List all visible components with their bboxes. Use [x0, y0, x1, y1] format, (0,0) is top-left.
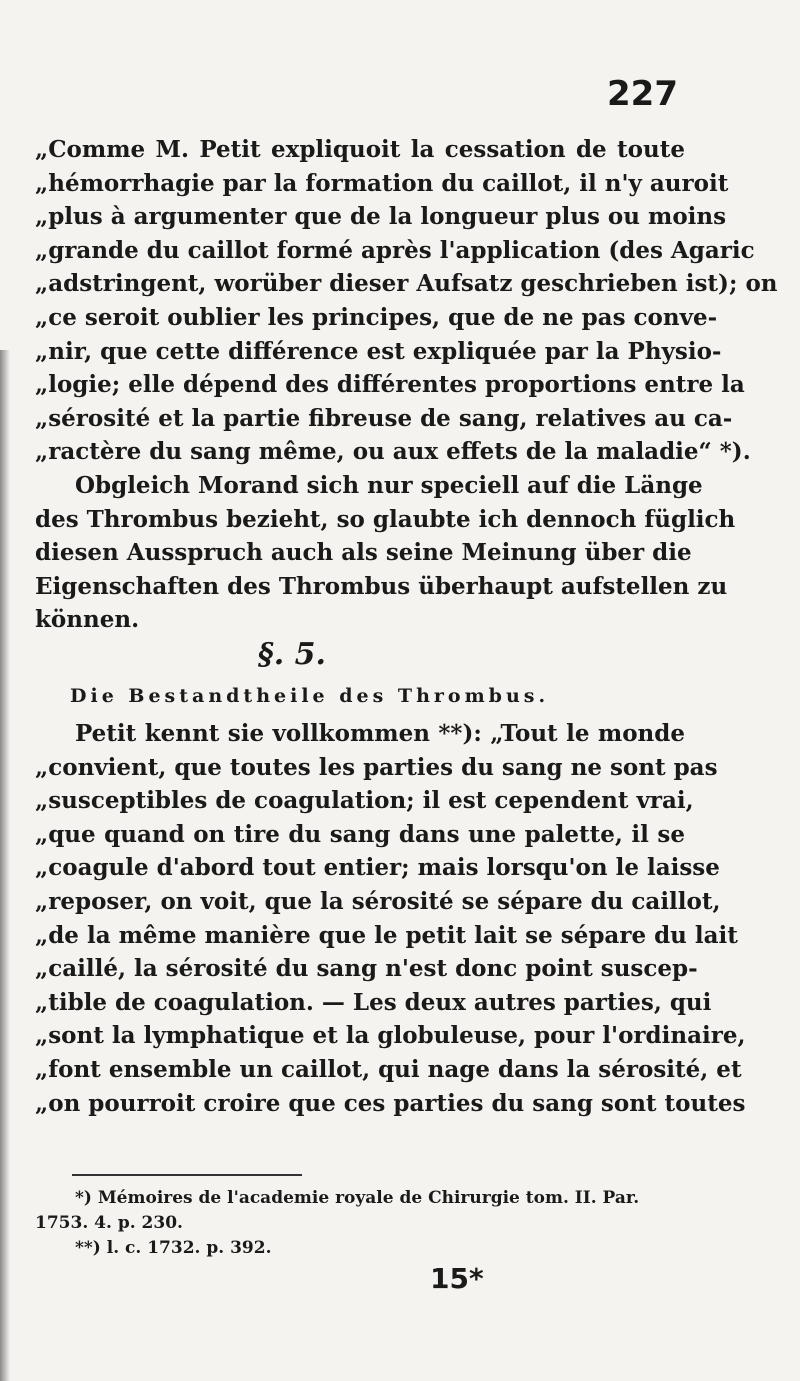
printer-signature: 15* — [430, 1262, 484, 1295]
footnote: *) Mémoires de l'academie royale de Chirurgie tom. II. Par. — [75, 1188, 640, 1208]
section-number: §. 5. — [258, 637, 326, 672]
section-heading: Die Bestandtheile des Thrombus. — [70, 685, 550, 707]
text-line: „reposer, on voit, que la sérosité se sépare du caillot, — [35, 887, 721, 915]
page-number: 227 — [607, 74, 678, 114]
text-line: „hémorrhagie par la formation du caillot, il n'y auroit — [35, 169, 729, 197]
text-line: „adstringent, worüber dieser Aufsatz geschrieben ist); on — [35, 270, 778, 298]
text-line: „on pourroit croire que ces parties du sang sont toutes — [35, 1089, 746, 1117]
footnote: **) l. c. 1732. p. 392. — [75, 1238, 272, 1258]
text-line: „grande du caillot formé après l'application (des Agaric — [35, 236, 755, 264]
page-edge-shadow — [0, 350, 10, 1381]
text-line: „font ensemble un caillot, qui nage dans la sérosité, et — [35, 1055, 742, 1083]
text-line: „ce seroit oublier les principes, que de ne pas conve- — [35, 303, 718, 331]
text-line: „Comme M. Petit expliquoit la cessation de toute — [35, 136, 685, 163]
text-line: „logie; elle dépend des différentes proportions entre la — [35, 371, 745, 399]
footnotes — [35, 1186, 685, 1261]
text-line: Petit kennt sie vollkommen **): „Tout le monde — [75, 720, 685, 747]
text-line: „nir, que cette différence est expliquée par la Physio- — [35, 337, 722, 365]
text-line: „susceptibles de coagulation; il est cependent vrai, — [35, 787, 694, 815]
text-line: „ractère du sang même, ou aux effets de la maladie“ *). — [35, 438, 751, 466]
text-line: „que quand on tire du sang dans une palette, il se — [35, 820, 685, 848]
text-line: „convient, que toutes les parties du sang ne sont pas — [35, 753, 718, 781]
text-line: „tible de coagulation. — Les deux autres parties, qui — [35, 988, 712, 1016]
text-line: „sont la lymphatique et la globuleuse, pour l'ordinaire, — [35, 1022, 746, 1050]
text-line: Eigenschaften des Thrombus überhaupt aufstellen zu — [35, 572, 728, 600]
text-line: „de la même manière que le petit lait se sépare du lait — [35, 921, 738, 949]
text-line: können. — [35, 606, 140, 634]
text-line: „sérosité et la partie fibreuse de sang, relatives au ca- — [35, 404, 733, 432]
text-line: „coagule d'abord tout entier; mais lorsqu'on le laisse — [35, 854, 720, 882]
text-line: Obgleich Morand sich nur speciell auf die Länge — [75, 471, 703, 499]
text-line: des Thrombus bezieht, so glaubte ich dennoch füglich — [35, 505, 736, 533]
paragraph-quote-morand — [35, 133, 778, 637]
paragraph-quote-petit — [35, 717, 746, 1120]
footnote-divider — [72, 1174, 302, 1176]
text-line: „caillé, la sérosité du sang n'est donc point suscep- — [35, 955, 698, 983]
footnote-continuation: 1753. 4. p. 230. — [35, 1213, 183, 1233]
text-line: „plus à argumenter que de la longueur plus ou moins — [35, 203, 727, 231]
text-line: diesen Ausspruch auch als seine Meinung über die — [35, 539, 692, 567]
